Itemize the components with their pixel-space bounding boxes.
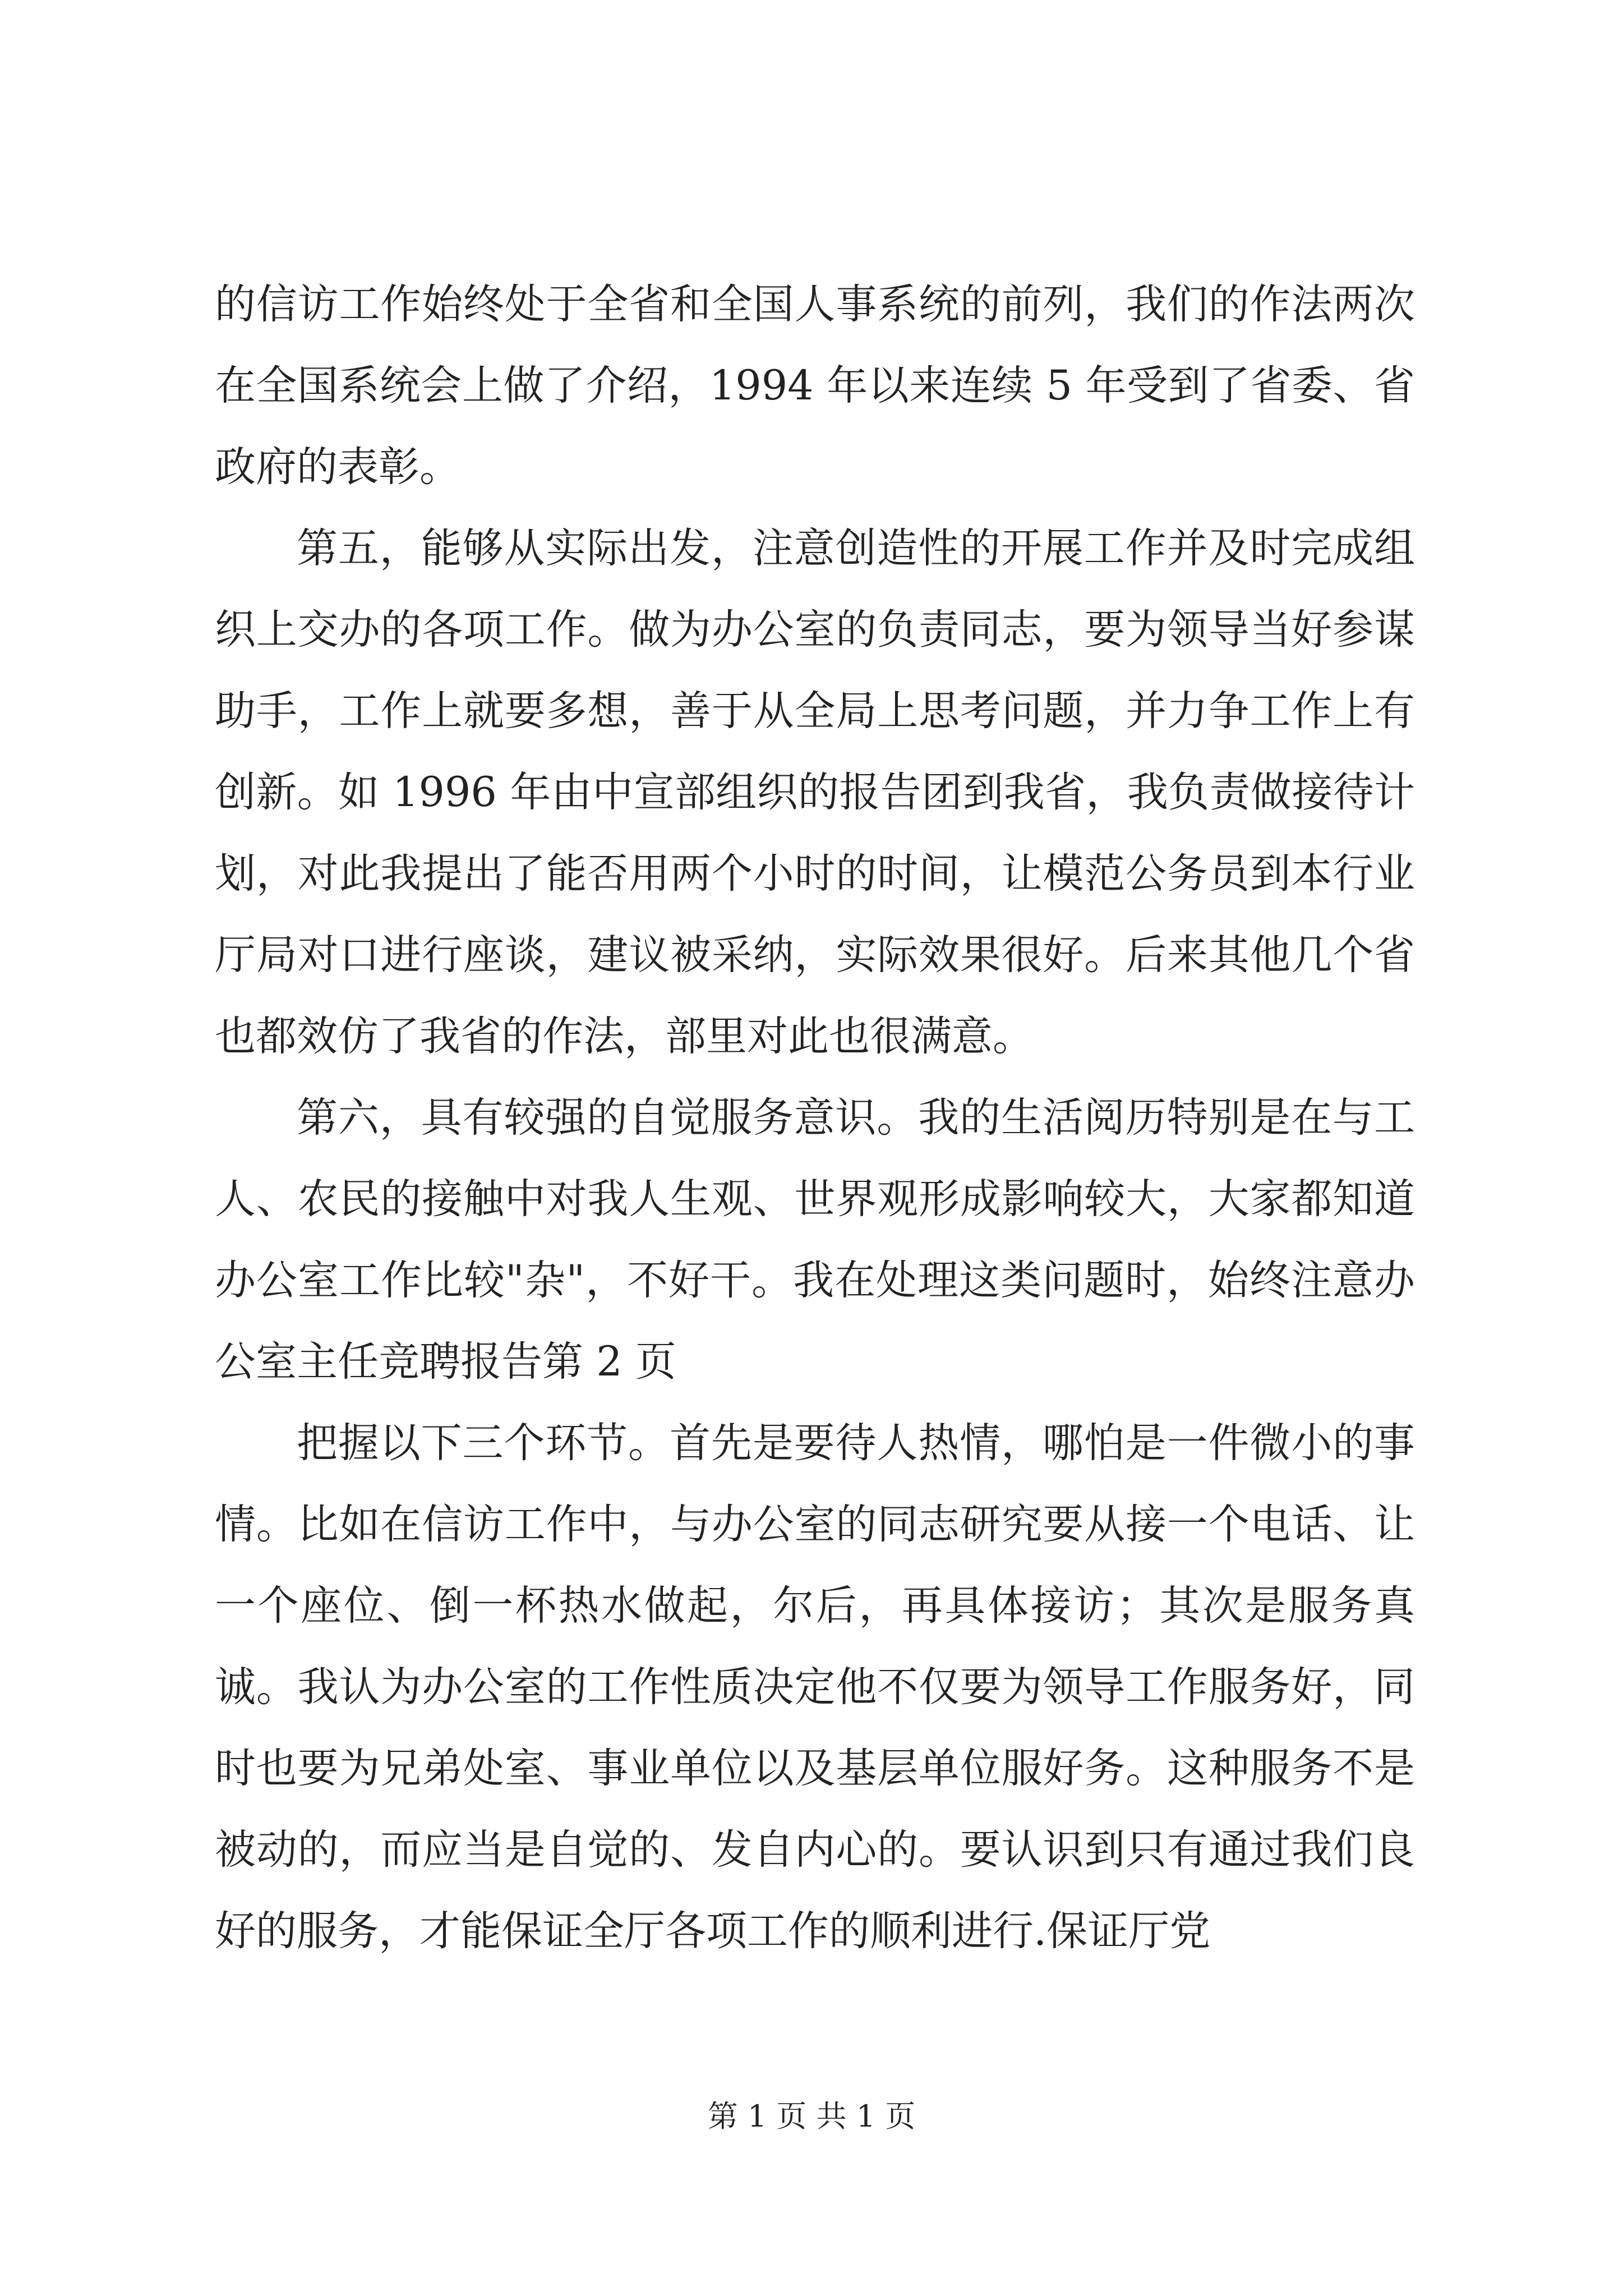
paragraph-1: 的信访工作始终处于全省和全国人事系统的前列，我们的作法两次在全国系统会上做了介绍，1994 年以来连续 5 年受到了省委、省政府的表彰。 [215, 280, 1415, 491]
page-number-label: 第 1 页 共 1 页 [707, 2099, 916, 2134]
document-body [215, 264, 1415, 1972]
paragraph-2: 第五，能够从实际出发，注意创造性的开展工作并及时完成组织上交办的各项工作。做为办公室的负责同志，要为领导当好参谋助手，工作上就要多想，善于从全局上思考问题，并力争工作上有创新。如 1996 年由中宣部组织的报告团到我省，我负责做接待计划，对此我提出了能否用两个小时的时间，让模范公务员到本行业厅局对口进行座谈，建议被采纳，实际效果很好。后来其他几个省也都效仿了我省的作法，部里对此也很满意。 [215, 524, 1415, 1060]
page-footer [0, 2097, 1623, 2136]
paragraph-3: 第六，具有较强的自觉服务意识。我的生活阅历特别是在与工人、农民的接触中对我人生观、世界观形成影响较大，大家都知道办公室工作比较"杂"，不好干。我在处理这类问题时，始终注意办公室主任竞聘报告第 2 页 [215, 1094, 1415, 1386]
paragraph-4: 把握以下三个环节。首先是要待人热情，哪怕是一件微小的事情。比如在信访工作中，与办公室的同志研究要从接一个电话、让一个座位、倒一杯热水做起，尔后，再具体接访；其次是服务真诚。我认为办公室的工作性质决定他不仅要为领导工作服务好，同时也要为兄弟处室、事业单位以及基层单位服好务。这种服务不是被动的，而应当是自觉的、发自内心的。要认识到只有通过我们良好的服务，才能保证全厅各项工作的顺利进行.保证厅党 [215, 1419, 1415, 1955]
